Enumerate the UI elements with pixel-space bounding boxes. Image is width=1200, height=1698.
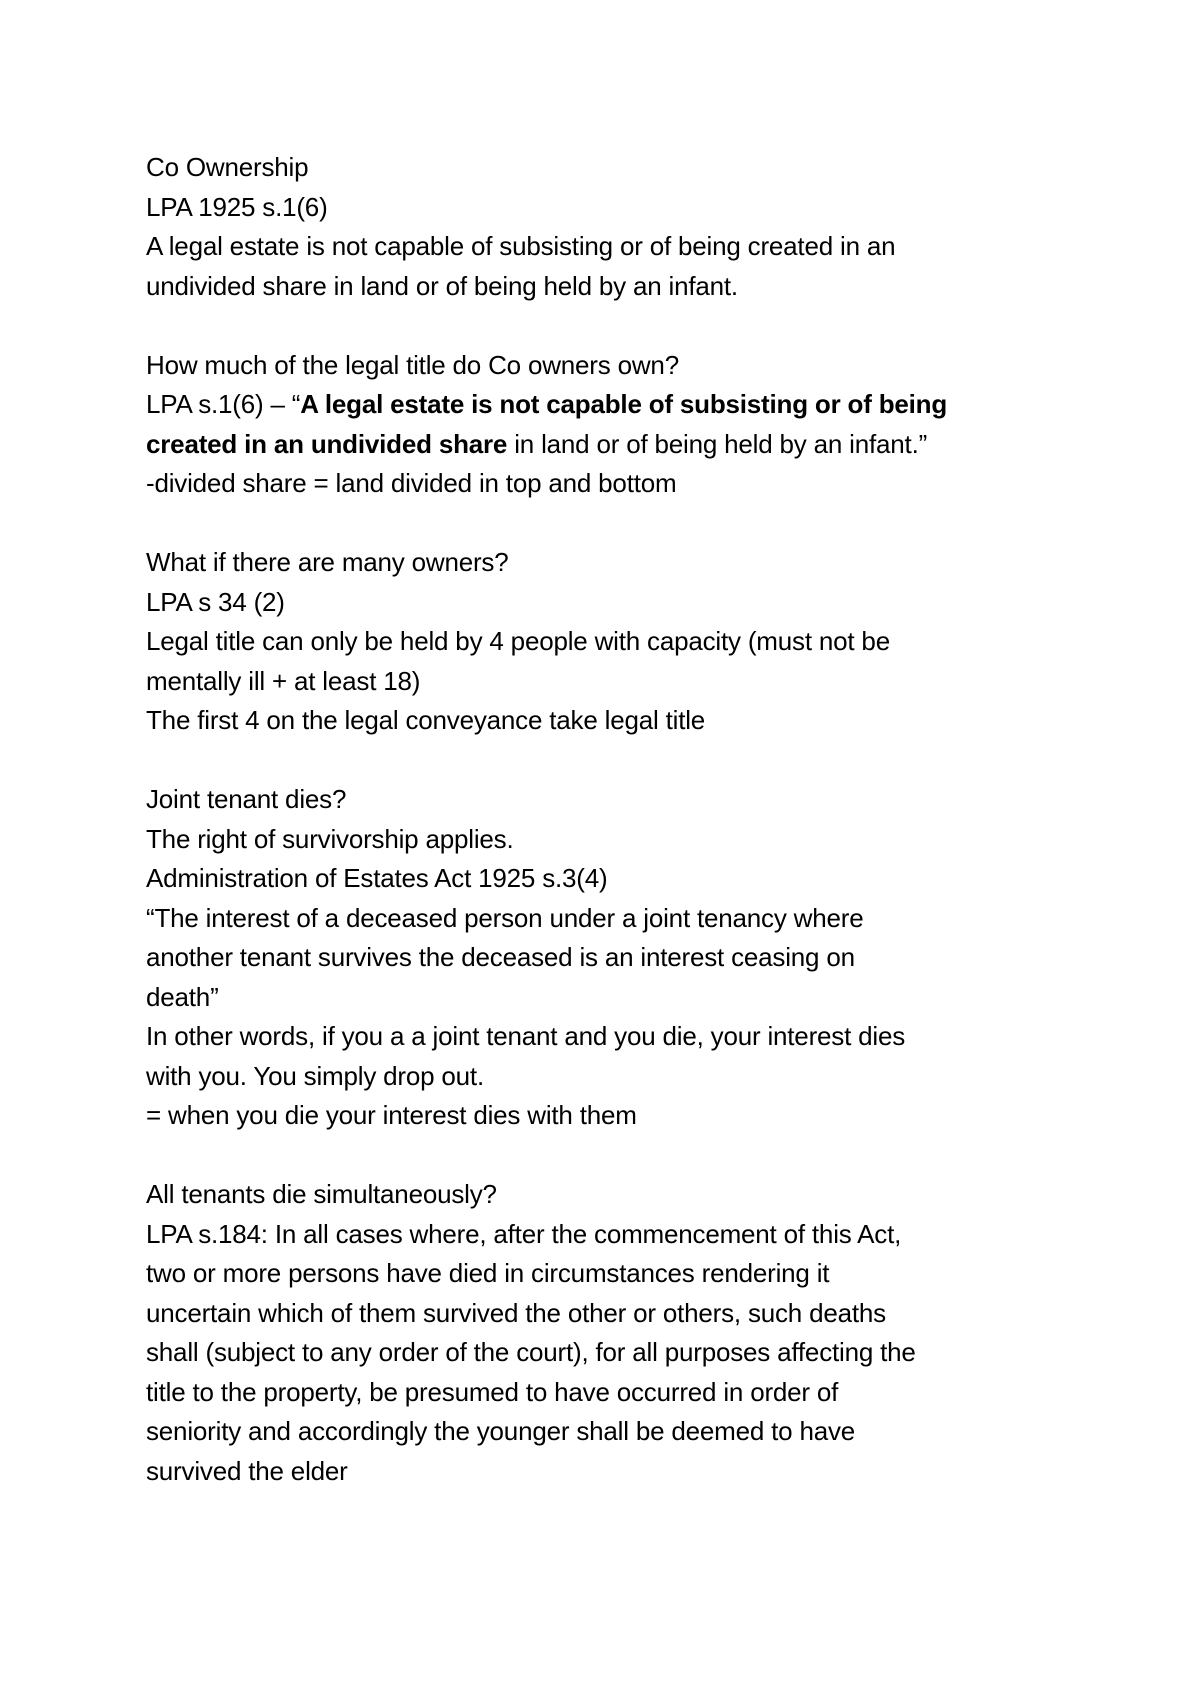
text-line: survived the elder <box>146 1455 348 1486</box>
text-line: The first 4 on the legal conveyance take legal title <box>146 705 706 735</box>
bold-quote-text: A legal estate is not capable of subsisting or of being <box>300 389 948 419</box>
quote-line: another tenant survives the deceased is an interest ceasing on <box>146 942 855 972</box>
paragraph-spacer <box>146 1136 1086 1176</box>
section-heading: What if there are many owners? <box>146 547 509 577</box>
quote-line: death” <box>146 981 219 1012</box>
note-line: -divided share = land divided in top and bottom <box>146 468 677 498</box>
section-co-ownership <box>146 148 1086 306</box>
text-line: undivided share in land or of being held by an infant. <box>146 270 738 301</box>
text-line: = when you die your interest dies with them <box>146 1100 637 1130</box>
section-simultaneous-death <box>146 1175 1086 1491</box>
quote-line <box>146 385 1086 425</box>
text-line: mentally ill + at least 18) <box>146 665 421 696</box>
quote-line <box>146 425 1086 465</box>
quote-text: in land or of being held by an infant.” <box>507 428 928 459</box>
section-joint-tenant-dies <box>146 780 1086 1136</box>
text-line: shall (subject to any order of the court), for all purposes affecting the <box>146 1337 916 1367</box>
document-body <box>146 148 1086 1491</box>
text-line: LPA s.184: In all cases where, after the commencement of this Act, <box>146 1218 902 1249</box>
quote-line: “The interest of a deceased person under a joint tenancy where <box>146 902 864 933</box>
statute-reference: LPA s.1(6) – “ <box>146 389 301 419</box>
bold-quote-text: created in an undivided share <box>146 428 508 459</box>
text-line: A legal estate is not capable of subsisting or of being created in an <box>146 231 896 261</box>
statute-reference: Administration of Estates Act 1925 s.3(4) <box>146 863 608 893</box>
statute-reference: LPA 1925 s.1(6) <box>146 191 328 222</box>
section-heading: Joint tenant dies? <box>146 784 347 814</box>
section-heading: How much of the legal title do Co owners own? <box>146 349 679 380</box>
section-legal-title <box>146 346 1086 504</box>
section-many-owners <box>146 543 1086 741</box>
text-line: title to the property, be presumed to have occurred in order of <box>146 1376 839 1407</box>
text-line: with you. You simply drop out. <box>146 1060 484 1091</box>
paragraph-spacer <box>146 504 1086 544</box>
statute-reference: LPA s 34 (2) <box>146 586 285 617</box>
text-line: seniority and accordingly the younger shall be deemed to have <box>146 1416 856 1446</box>
paragraph-spacer <box>146 741 1086 781</box>
section-heading: All tenants die simultaneously? <box>146 1179 497 1209</box>
text-line: two or more persons have died in circumstances rendering it <box>146 1258 830 1288</box>
text-line: Legal title can only be held by 4 people with capacity (must not be <box>146 626 890 656</box>
text-line: uncertain which of them survived the other or others, such deaths <box>146 1297 886 1328</box>
text-line: In other words, if you a a joint tenant and you die, your interest dies <box>146 1021 906 1051</box>
section-heading: Co Ownership <box>146 152 309 182</box>
paragraph-spacer <box>146 306 1086 346</box>
text-line: The right of survivorship applies. <box>146 823 514 854</box>
